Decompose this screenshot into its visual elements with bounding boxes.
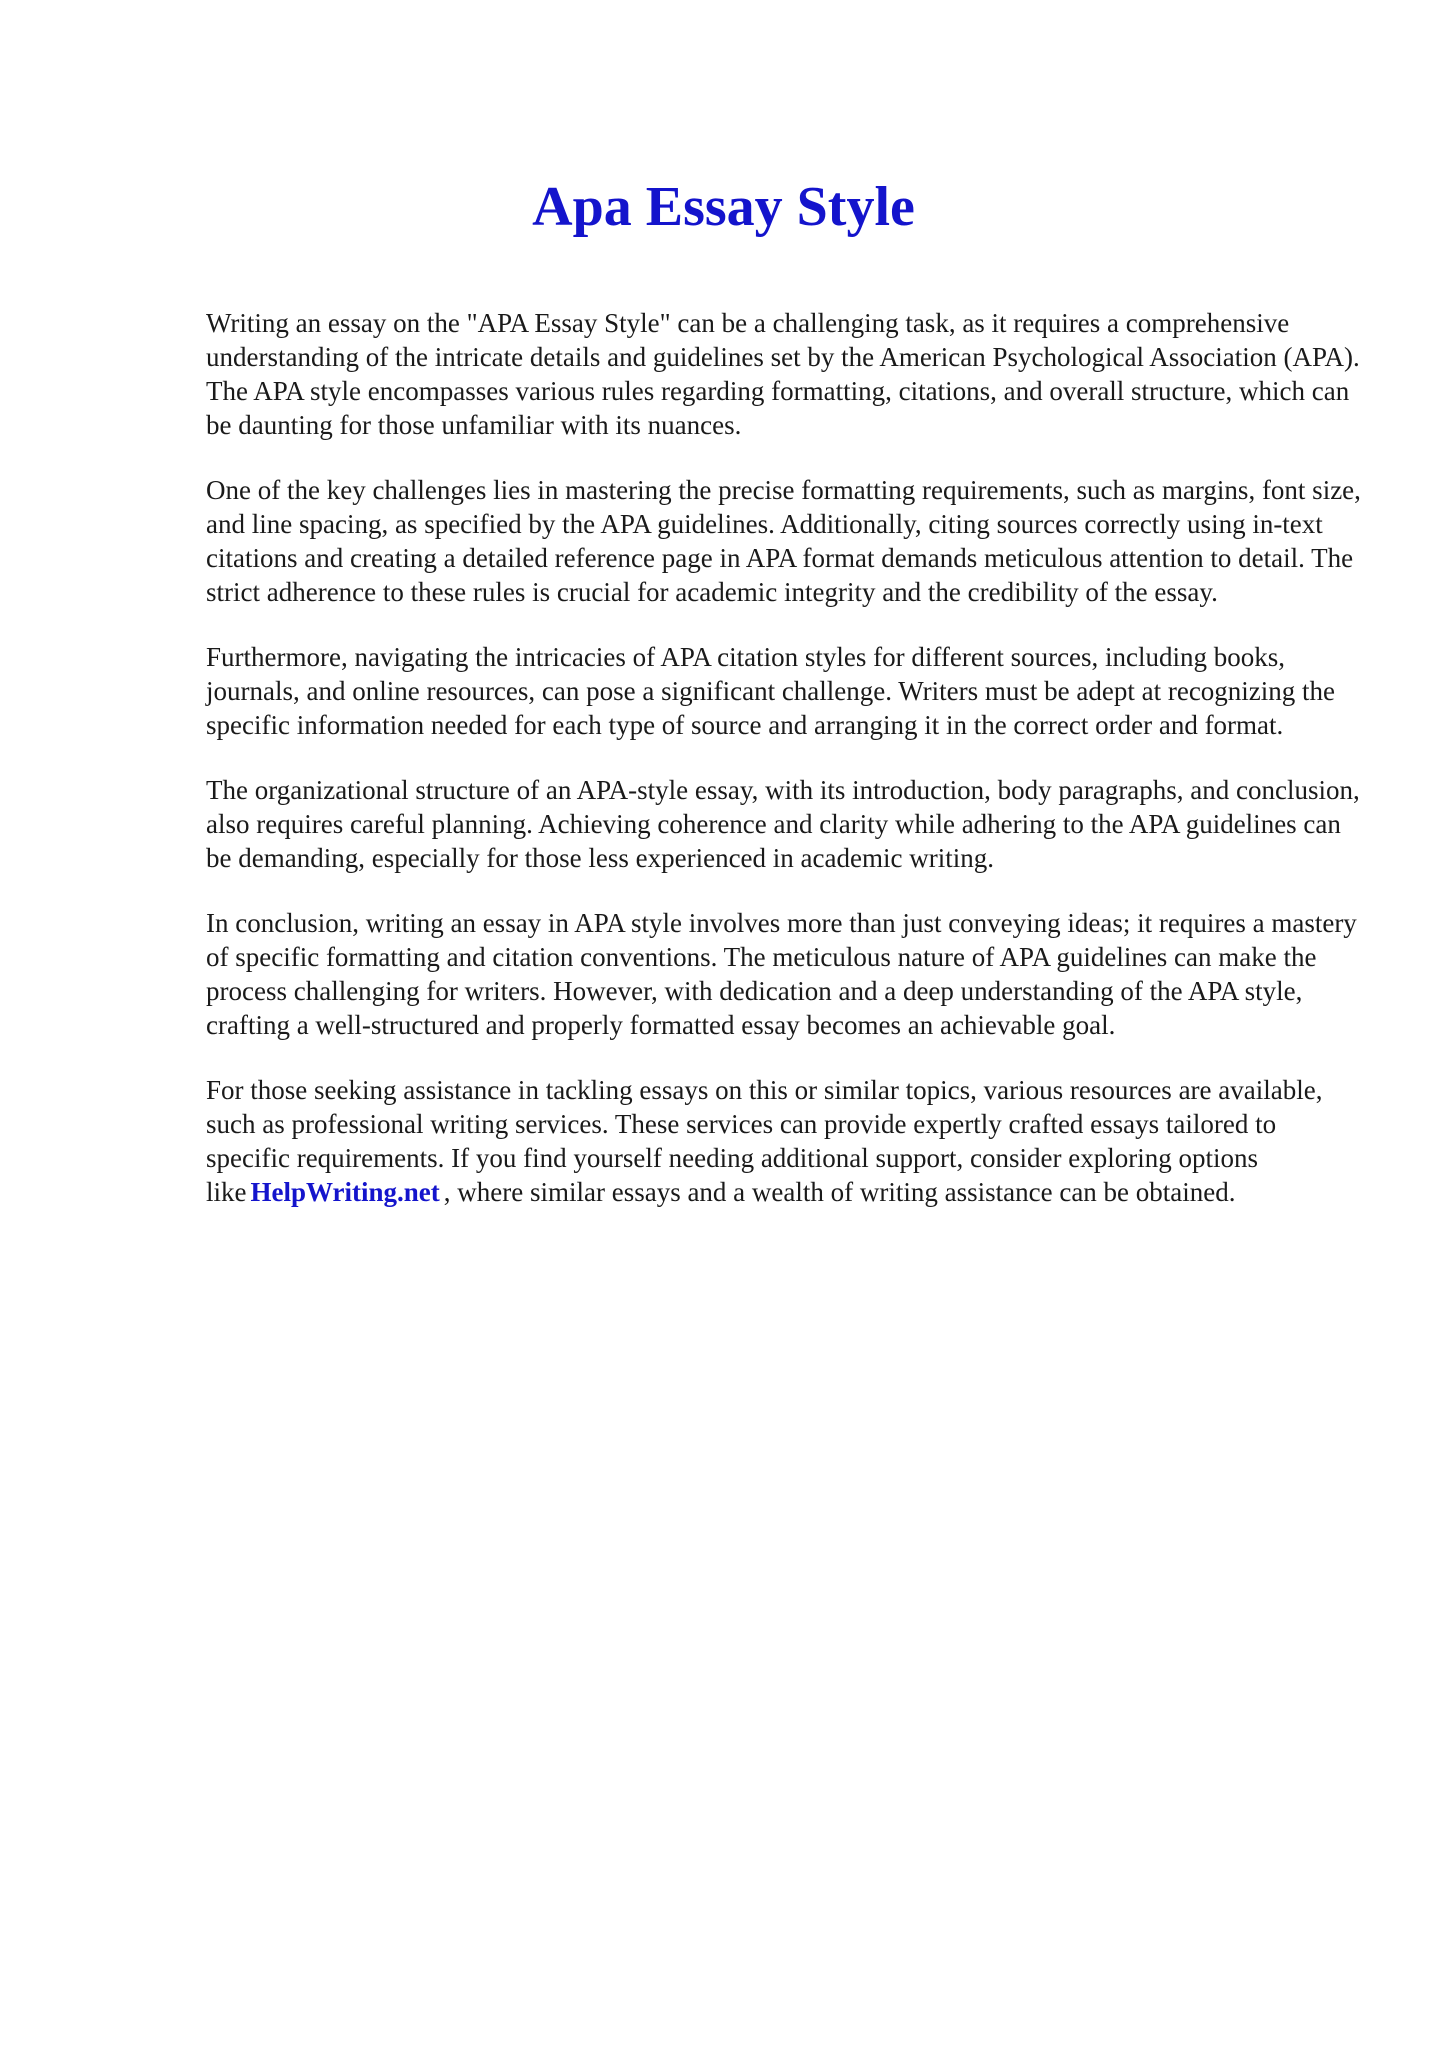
essay-body [206, 306, 1366, 1240]
paragraph-closing [206, 1073, 1366, 1209]
paragraph-2: One of the key challenges lies in mastering the precise formatting requirements, such as margins, font size, and line spacing, as specified by the APA guidelines. Additionally, citing sources correctly using in-text citations and creating a detailed reference page in APA format demands meticulous attention to detail. The strict adherence to these rules is crucial for academic integrity and the credibility of the essay. [206, 475, 1361, 607]
paragraph-4: The organizational structure of an APA-style essay, with its introduction, body paragraphs, and conclusion, also requires careful planning. Achieving coherence and clarity while adhering to the APA guidelines can be demanding, especially for those less experienced in academic writing. [206, 775, 1360, 873]
closing-text-after-link: , where similar essays and a wealth of writing assistance can be obtained. [443, 1177, 1236, 1207]
closing-text-before-link: For those seeking assistance in tackling essays on this or similar topics, various resources are available, such as professional writing services. These services can provide expertly crafted essays tailored to specific requirements. If you find yourself needing additional support, consider exploring options like [206, 1075, 1323, 1207]
helpwriting-link[interactable]: HelpWriting.net [250, 1177, 440, 1207]
page-title: Apa Essay Style [532, 176, 915, 238]
paragraph-3: Furthermore, navigating the intricacies of APA citation styles for different sources, including books, journals, and online resources, can pose a significant challenge. Writers must be adept at recognizing the specific information needed for each type of source and arranging it in the correct order and format. [206, 642, 1336, 740]
paragraph-5: In conclusion, writing an essay in APA style involves more than just conveying ideas; it requires a mastery of specific formatting and citation conventions. The meticulous nature of APA guidelines can make the process challenging for writers. However, with dedication and a deep understanding of the APA style, crafting a well-structured and properly formatted essay becomes an achievable goal. [206, 908, 1357, 1040]
paragraph-1: Writing an essay on the "APA Essay Style" can be a challenging task, as it requires a comprehensive understanding of the intricate details and guidelines set by the American Psychological Association (APA). The APA style encompasses various rules regarding formatting, citations, and overall structure, which can be daunting for those unfamiliar with its nuances. [206, 308, 1360, 440]
